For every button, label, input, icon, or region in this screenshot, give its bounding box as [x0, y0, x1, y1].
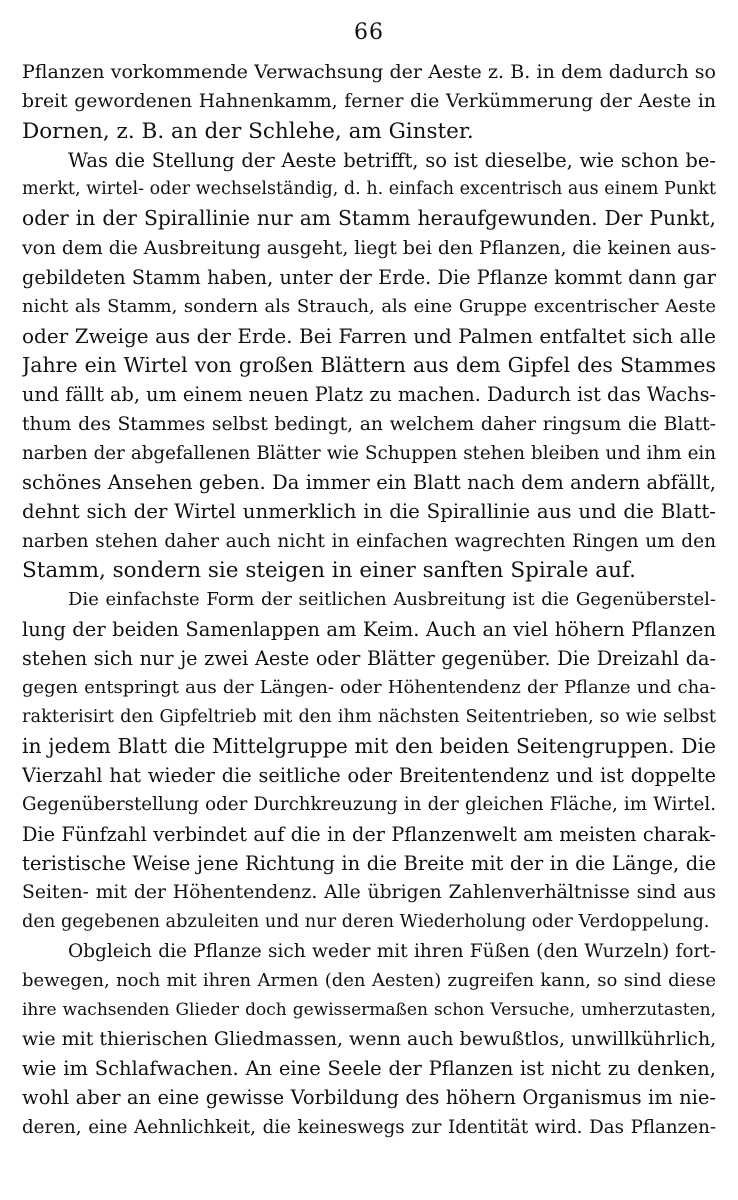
text-line: Die einfachste Form der seitlichen Ausbreitung ist die Gegenüberstel- [68, 589, 716, 611]
text-line: den gegebenen abzuleiten und nur deren Wiederholung oder Verdoppelung. [22, 911, 710, 932]
text-line: Vierzahl hat wieder die seitliche oder Breitentendenz und ist doppelte [22, 764, 716, 788]
text-line: wie mit thierischen Gliedmassen, wenn auch bewußtlos, unwillkührlich, [22, 1027, 716, 1050]
text-line: Die Fünfzahl verbindet auf die in der Pflanzenwelt am meisten charak- [22, 822, 716, 846]
text-line: und fällt ab, um einem neuen Platz zu machen. Dadurch ist das Wachs- [22, 383, 716, 407]
page-number: 66 [354, 20, 384, 45]
text-line: stehen sich nur je zwei Aeste oder Blätter gegenüber. Die Dreizahl da- [22, 646, 716, 670]
book-page [22, 18, 716, 1188]
text-line: rakterisirt den Gipfeltrieb mit den ihm nächsten Seitentrieben, so wie selbst [22, 706, 716, 727]
text-line: nicht als Stamm, sondern als Strauch, als eine Gruppe excentrischer Aeste [22, 296, 716, 318]
text-line: bewegen, noch mit ihren Armen (den Aesten) zugreifen kann, so sind diese [22, 970, 716, 992]
text-line: Obgleich die Pflanze sich weder mit ihren Füßen (den Wurzeln) fort- [68, 940, 716, 962]
text-line: Seiten- mit der Höhentendenz. Alle übrigen Zahlenverhältnisse sind aus [22, 882, 716, 904]
text-line: wie im Schlafwachen. An eine Seele der Pflanzen ist nicht zu denken, [22, 1057, 716, 1081]
text-line: schönes Ansehen geben. Da immer ein Blatt nach dem andern abfällt, [22, 471, 716, 495]
text-line: ihre wachsenden Glieder doch gewissermaßen schon Versuche, umherzutasten, [22, 999, 716, 1020]
text-line: wohl aber an eine gewisse Vorbildung des höhern Organismus im nie- [22, 1086, 716, 1110]
text-line: Was die Stellung der Aeste betrifft, so ist dieselbe, wie schon be- [68, 148, 716, 172]
text-line: Jahre ein Wirtel von großen Blättern aus dem Gipfel des Stammes [22, 352, 716, 377]
text-line: thum des Stammes selbst bedingt, an welchem daher ringsum die Blatt- [22, 413, 716, 435]
text-line: Dornen, z. B. an der Schlehe, am Ginster. [22, 118, 474, 144]
text-line: merkt, wirtel- oder wechselständig, d. h. einfach excentrisch aus einem Punkt [22, 179, 716, 200]
text-line: gegen entspringt aus der Längen- oder Höhentendenz der Pflanze und cha- [22, 677, 716, 699]
text-line: in jedem Blatt die Mittelgruppe mit den beiden Seitengruppen. Die [22, 733, 716, 758]
text-line: narben der abgefallenen Blätter wie Schuppen stehen bleiben und ihm ein [22, 442, 716, 464]
text-line: Pflanzen vorkommende Verwachsung der Aeste z. B. in dem dadurch so [22, 61, 716, 83]
text-line: breit gewordenen Hahnenkamm, ferner die Verkümmerung der Aeste in [22, 91, 716, 113]
text-line: oder in der Spirallinie nur am Stamm heraufgewunden. Der Punkt, [22, 206, 716, 231]
text-line: teristische Weise jene Richtung in die Breite mit der in die Länge, die [22, 852, 716, 876]
body-text [22, 58, 716, 1142]
text-line: gebildeten Stamm haben, unter der Erde. Die Pflanze kommt dann gar [22, 266, 716, 290]
text-line: lung der beiden Samenlappen am Keim. Auch an viel höhern Pflanzen [22, 617, 716, 641]
text-line: narben stehen daher auch nicht in einfachen wagrechten Ringen um den [22, 530, 716, 552]
text-line: oder Zweige aus der Erde. Bei Farren und Palmen entfaltet sich alle [22, 323, 716, 348]
text-line: Stamm, sondern sie steigen in einer sanften Spirale auf. [22, 558, 636, 584]
text-line: Gegenüberstellung oder Durchkreuzung in der gleichen Fläche, im Wirtel. [22, 794, 716, 816]
text-line: deren, eine Aehnlichkeit, die keineswegs zur Identität wird. Das Pflanzen- [22, 1116, 716, 1138]
text-line: von dem die Ausbreitung ausgeht, liegt bei den Pflanzen, die keinen aus- [22, 237, 716, 259]
text-line: dehnt sich der Wirtel unmerklich in die Spirallinie aus und die Blatt- [22, 500, 716, 524]
